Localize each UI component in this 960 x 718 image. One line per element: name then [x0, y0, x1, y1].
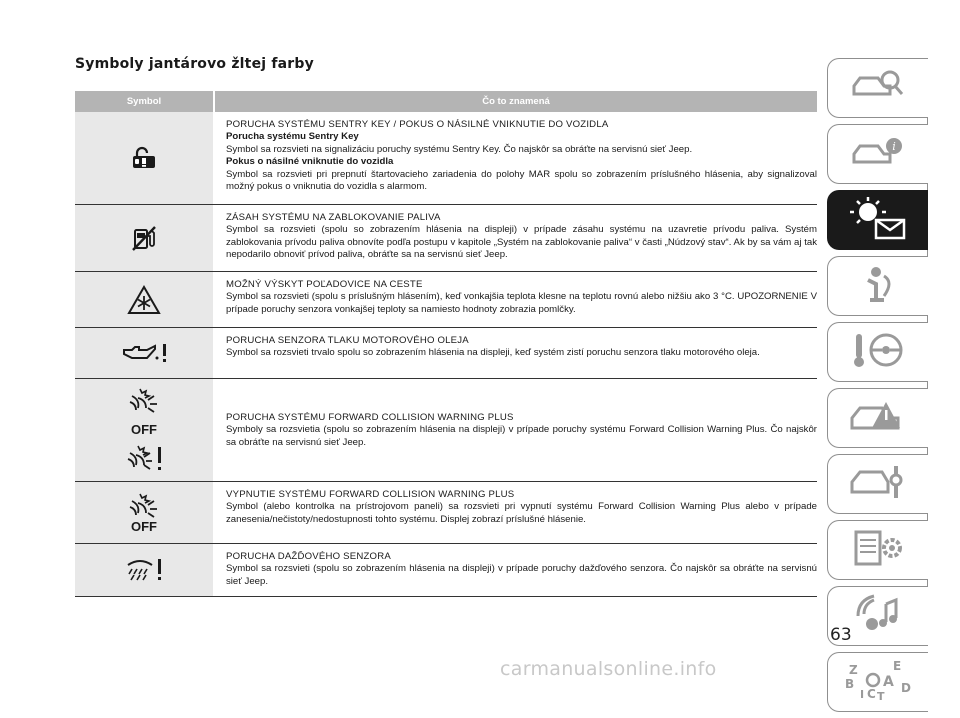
rain-sensor-warning-icon [124, 557, 164, 583]
tab-technical-data[interactable] [827, 520, 928, 580]
row-heading: ZÁSAH SYSTÉMU NA ZABLOKOVANIE PALIVA [226, 212, 441, 223]
meaning-cell [215, 379, 817, 481]
row-text: Symbol sa rozsvieti (spolu s príslušným hlásením), keď vonkajšia teplota klesne na teplotu rovnú alebo nižšiu ako 3 °C. UPOZORNENIE V prípade poruchy senzora vonkajšej teploty sa namiesto hodnoty zobrazia pomlčky. [226, 291, 817, 315]
car-emergency-icon [848, 396, 908, 441]
tab-car-info[interactable] [827, 124, 928, 184]
index-letter: A [883, 673, 894, 690]
column-header-symbol: Symbol [126, 96, 162, 107]
table-row [75, 272, 817, 328]
chapter-tabs [827, 58, 928, 718]
ice-snowflake-icon [127, 285, 161, 315]
index-letter: I [860, 687, 865, 701]
page-title: Symboly jantárovo žltej farby [75, 56, 314, 72]
meaning-cell [215, 544, 817, 596]
car-info-icon [850, 134, 906, 175]
technical-data-gear-icon [848, 528, 908, 573]
row-heading: PORUCHA SYSTÉMU SENTRY KEY / POKUS O NÁSILNÉ VNIKNUTIE DO VOZIDLA [226, 119, 609, 130]
fuel-cutoff-icon [131, 224, 157, 252]
car-service-wrench-icon [848, 462, 908, 507]
meaning-cell [215, 482, 817, 543]
row-heading: PORUCHA DAŽĎOVÉHO SENZORA [226, 551, 391, 562]
row-subheading: Pokus o násilné vniknutie do vozidla [226, 156, 394, 168]
off-label: OFF [131, 421, 157, 437]
svg-text:i: i [892, 139, 896, 153]
symbol-cell [75, 544, 213, 596]
meaning-cell [215, 205, 817, 271]
steering-wheel-key-icon [848, 330, 908, 375]
off-label: OFF [131, 519, 157, 534]
symbol-cell [75, 205, 213, 271]
meaning-cell [215, 272, 817, 327]
row-heading: PORUCHA SYSTÉMU FORWARD COLLISION WARNING PLUS [226, 411, 514, 423]
index-letter: E [893, 658, 902, 673]
row-heading: MOŽNÝ VÝSKYT POĽADOVICE NA CESTE [226, 279, 423, 290]
row-text: Symbol sa rozsvieti pri prepnutí štartovacieho zariadenia do polohy MAR spolu so zobrazením príslušného hlásenia, aby signalizoval možný pokus o vniknutia do vozidla s alarmom. [226, 168, 817, 193]
row-text: Symbol sa rozsvieti (spolu so zobrazením hlásenia na displeji) v prípade poruchy dažďového senzora. Čo najskôr sa obráťte na servisnú sieť Jeep. [226, 563, 817, 587]
row-text: Symbol (alebo kontrolka na prístrojovom paneli) sa rozsvieti pri vypnutí systému Forward Collision Warning Plus alebo v prípade zanesenia/nečistoty/nedostupnosti tohto systému. Displej zobrazí príslušné hlásenie. [226, 501, 817, 525]
warning-light-message-icon [846, 196, 910, 245]
forward-collision-icon [124, 443, 164, 475]
row-text: Symbol sa rozsvieti trvalo spolu so zobrazením hlásenia na displeji, keď systém zistí poruchu senzora tlaku motorového oleja. [226, 347, 760, 359]
symbol-cell [75, 272, 213, 327]
car-search-icon [850, 68, 906, 109]
footer-watermark: carmanualsonline.info [500, 658, 717, 680]
tab-starting-driving[interactable] [827, 322, 928, 382]
meaning-cell [215, 328, 817, 378]
table-row [75, 482, 817, 544]
index-letter: T [877, 689, 885, 702]
row-subheading: Porucha systému Sentry Key [226, 131, 359, 143]
forward-collision-off-icon [126, 491, 162, 521]
row-heading: VYPNUTIE SYSTÉMU FORWARD COLLISION WARNING PLUS [226, 489, 515, 500]
column-header-meaning: Čo to znamená [482, 96, 550, 107]
tab-warning-lights[interactable] [827, 190, 928, 250]
table-header [75, 91, 817, 112]
airbag-seat-icon [850, 264, 906, 309]
symbol-cell [75, 328, 213, 378]
tab-car-search[interactable] [827, 58, 928, 118]
table-row [75, 112, 817, 205]
multimedia-audio-icon [848, 594, 908, 639]
meaning-cell [215, 112, 817, 204]
tab-emergency[interactable] [827, 388, 928, 448]
symbol-cell [75, 482, 213, 543]
alphabetical-index-icon [843, 658, 913, 707]
index-letter: B [845, 676, 855, 691]
row-text: Symbol sa rozsvieti (spolu so zobrazením hlásenia na displeji) v prípade zásahu systému na uzavretie prívodu paliva. Systém zablokovania prívodu paliva obnovíte podľa postupu v kapitole „Systém na zablokovanie paliva“ v časti „Núdzový stav“. Ak by sa vám aj tak nepodarilo obnoviť prívod paliva, obráťte sa na servisnú sieť Jeep. [226, 224, 817, 261]
oil-can-warning-icon [120, 342, 168, 364]
row-text: Symbol sa rozsvieti na signalizáciu poruchy systému Sentry Key. Čo najskôr sa obráťte na servisnú sieť Jeep. [226, 143, 693, 155]
tab-safety[interactable] [827, 256, 928, 316]
row-heading: PORUCHA SENZORA TLAKU MOTOROVÉHO OLEJA [226, 335, 469, 346]
row-text: Symboly sa rozsvietia (spolu so zobrazením hlásenia na displeji) v prípade poruchy systému Forward Collision Warning Plus. Čo najskôr sa obráťte na servisnú sieť Jeep. [226, 424, 817, 448]
index-letter: D [901, 680, 911, 695]
symbols-table [75, 91, 817, 597]
index-letter: Z [849, 662, 858, 677]
tab-alphabetical-index[interactable] [827, 652, 928, 712]
symbol-cell [75, 112, 213, 204]
table-row [75, 379, 817, 482]
symbol-cell [75, 379, 213, 481]
tab-maintenance[interactable] [827, 454, 928, 514]
table-row [75, 205, 817, 272]
table-row [75, 328, 817, 379]
page-number: 63 [830, 625, 852, 645]
table-row [75, 544, 817, 597]
index-letter: C [867, 686, 876, 701]
padlock-car-warning-icon [131, 146, 157, 170]
